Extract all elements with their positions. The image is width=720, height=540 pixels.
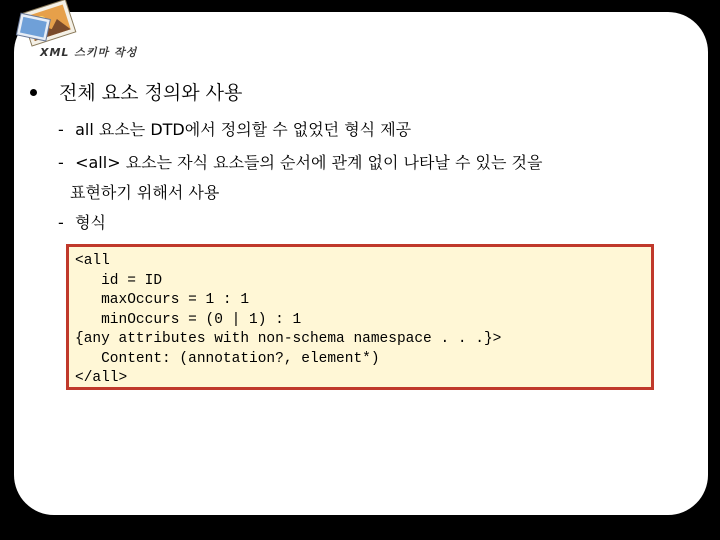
sub-item-all-usage	[58, 150, 542, 173]
logo-caption: XML 스키마 작성	[40, 46, 138, 59]
code-line: {any attributes with non-schema namespace . . .}>	[75, 331, 502, 347]
main-bullet-text: 전체 요소 정의와 사용	[59, 82, 243, 104]
sub-item-text: all 요소는 DTD에서 정의할 수 없었던 형식 제공	[75, 120, 412, 139]
sub-item-text: 형식	[75, 213, 107, 232]
bullet-dot-icon	[30, 89, 37, 96]
code-line: minOccurs = (0 | 1) : 1	[75, 311, 302, 328]
dash-marker: -	[58, 213, 64, 232]
code-line: </all>	[75, 370, 128, 386]
code-line: maxOccurs = 1 : 1	[75, 292, 250, 308]
photo-sunset-icon	[12, 0, 84, 48]
sub-item-all-intro	[58, 117, 411, 140]
sub-item-text: <all> 요소는 자식 요소들의 순서에 관계 없이 나타날 수 있는 것을	[75, 153, 543, 172]
code-line: Content: (annotation?, element*)	[75, 350, 380, 367]
sub-item-continuation: 표현하기 위해서 사용	[70, 183, 220, 202]
main-bullet	[30, 78, 242, 105]
dash-marker: -	[58, 120, 64, 139]
dash-marker: -	[58, 153, 64, 172]
code-line: id = ID	[75, 272, 163, 289]
sub-item-format	[58, 210, 106, 233]
code-block	[66, 244, 654, 390]
code-line: <all	[75, 253, 110, 269]
